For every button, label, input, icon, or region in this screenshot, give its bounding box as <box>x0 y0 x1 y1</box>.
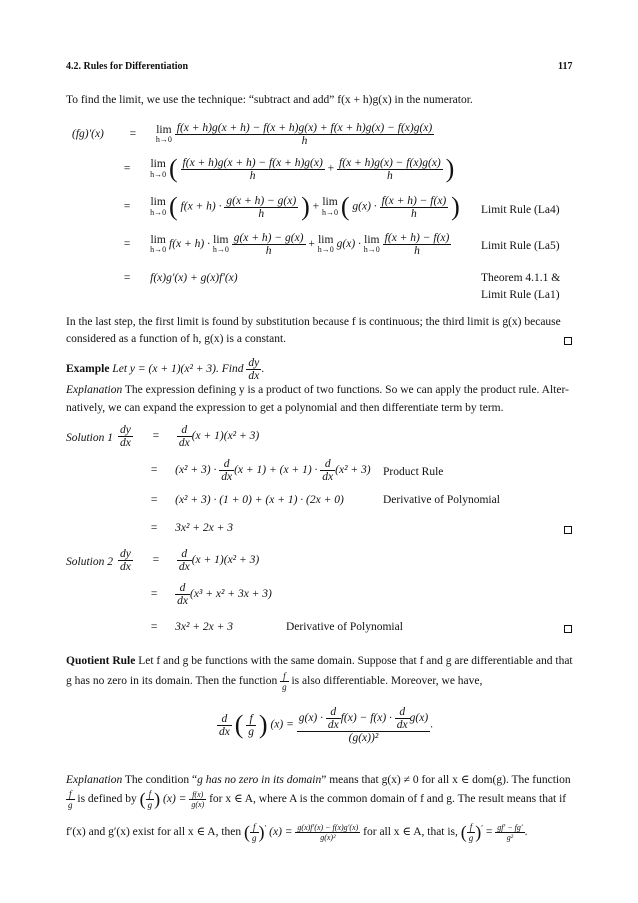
example-text: Let y = (x + 1)(x² + 3). Find <box>112 363 244 376</box>
limit-operator <box>150 235 166 255</box>
equals-sign: = <box>123 200 131 213</box>
denominator: dx <box>327 719 339 731</box>
numerator: d <box>177 424 192 437</box>
fraction <box>66 789 75 810</box>
equals-sign: = <box>150 621 158 633</box>
term: (x) = <box>269 826 293 839</box>
explanation-text: f′(x) and g′(x) exist for all x ∈ A, then <box>66 826 242 839</box>
denominator: h <box>411 207 417 220</box>
right-paren: ) <box>258 822 265 842</box>
solution-1-line-1 <box>118 424 259 449</box>
quotient-fraction <box>297 706 430 744</box>
term: (x) = <box>163 793 187 806</box>
denominator: dx <box>322 471 334 483</box>
numerator: d <box>175 582 190 595</box>
derivation-line-2: = lim h→0 ( $\frac{f(x + h)g(x + h) - f(x + h)g(x)}{h}$ + $\frac{f(x + h)g(x) - f(x)g(x)}{h}$ ) <box>123 154 455 183</box>
paragraph-line: natively, we can expand the expression to get a polynomial and then differentiate term by term. <box>66 402 504 414</box>
right-paren: ) <box>475 822 482 842</box>
prime-mark: ′ <box>264 823 267 833</box>
denominator: dx <box>219 725 230 738</box>
limit-operator <box>322 197 338 217</box>
numerator: f(x + h)g(x + h) − f(x + h)g(x) <box>182 156 323 169</box>
lim-subscript: h→0 <box>363 245 380 255</box>
left-paren: ( <box>169 192 178 221</box>
explanation-emphasis: g has no zero in its domain <box>197 774 322 786</box>
expression: (x + 1)(x² + 3) <box>191 430 260 443</box>
term: g(x) <box>409 712 429 725</box>
term: (x² + 3) <box>335 464 371 477</box>
equals-sign: = <box>152 554 160 567</box>
quotient-rule-formula: $\frac{d}{dx}$ ( $\frac{f}{g}$ ) (x) = g(x) · $\frac{d}{dx}$ f(x) − f(x) · $\frac{d}{dx}$ g(x) (g(x))² . <box>219 706 434 744</box>
numerator: f(x + h)g(x) − f(x)g(x) <box>339 156 441 169</box>
fraction <box>118 424 133 449</box>
numerator: d <box>219 458 234 471</box>
reason-product-rule: Product Rule <box>383 466 444 478</box>
explanation-label: Explanation <box>66 774 123 786</box>
denominator: g <box>252 833 257 843</box>
denominator: h <box>249 169 256 182</box>
fraction <box>246 713 256 738</box>
numerator: gf′ − fg′ <box>497 823 523 832</box>
term: g(x) · <box>352 200 377 213</box>
denominator: g(x) <box>191 800 205 809</box>
derivation-line-1 <box>72 122 434 147</box>
left-paren: ( <box>169 154 178 183</box>
paragraph-line: considered as a function of h, g(x) is a constant. <box>66 333 287 345</box>
fraction <box>280 671 289 692</box>
term: g(x) · <box>336 238 361 251</box>
limit-operator <box>364 235 380 255</box>
explanation-text: ” means that g(x) ≠ 0 for all x ∈ dom(g). The function <box>321 774 571 786</box>
fraction <box>232 232 306 257</box>
left-paren: ( <box>460 822 467 842</box>
reason-la5: Limit Rule (La5) <box>481 240 560 252</box>
fraction <box>224 195 298 220</box>
solution-2-line-1 <box>118 548 259 573</box>
lim-text: lim <box>318 233 334 246</box>
expression: (x³ + x² + 3x + 3) <box>189 588 272 601</box>
limit-operator <box>318 235 334 255</box>
denominator: dx <box>120 437 131 449</box>
equals-sign: = <box>123 162 131 175</box>
expression: 3x² + 2x + 3 <box>175 522 234 534</box>
fraction <box>295 823 360 842</box>
denominator: h <box>265 245 272 257</box>
numerator: f <box>280 671 289 682</box>
quotient-rule-text: is also differentiable. Moreover, we have, <box>291 675 483 688</box>
lim-text: lim <box>322 196 338 209</box>
numerator: f(x + h) − f(x) <box>381 194 447 207</box>
numerator: f <box>66 789 75 800</box>
denominator: g <box>468 833 474 843</box>
explanation-text: is defined by <box>77 793 137 806</box>
solution-1-line-3 <box>118 494 344 506</box>
numerator: d <box>177 548 192 561</box>
term: (x) = <box>270 718 294 731</box>
explanation-text: The expression defining y is a product of two functions. So we can apply the product rule. Alter- <box>124 384 569 396</box>
right-paren: ) <box>451 192 460 221</box>
quotient-rule-line-1 <box>66 655 573 667</box>
derivation-line-4: = lim h→0 f(x + h) · lim h→0 $\frac{g(x + h) - g(x)}{h}$ + lim h→0 g(x) · lim h→0 $\frac{f(x + h) - f(x)}{h}$ <box>123 232 450 257</box>
equals-sign: = <box>150 588 158 601</box>
equals-sign: = <box>123 272 131 284</box>
denominator: dx <box>177 595 188 607</box>
numerator: dy <box>120 424 131 436</box>
equals-sign: = <box>129 128 137 141</box>
denominator: h <box>387 169 393 182</box>
term: f(x + h) · <box>169 238 210 251</box>
expression: (x + 1)(x² + 3) <box>191 554 260 567</box>
numerator: g(x + h) − g(x) <box>226 194 297 207</box>
example-label: Example <box>66 363 110 376</box>
equals-sign: = <box>150 494 158 506</box>
fraction <box>175 582 190 607</box>
intro-text <box>66 94 473 106</box>
lim-subscript: h→0 <box>155 135 172 145</box>
numerator: f <box>250 822 259 833</box>
quotient-rule-text: Let f and g be functions with the same domain. Suppose that f and g are differentiable and that <box>138 655 573 667</box>
fraction <box>383 232 452 257</box>
lim-text: lim <box>156 123 172 136</box>
solution-1-line-2 <box>118 458 371 483</box>
running-header-section: 4.2. Rules for Differentiation <box>66 61 189 72</box>
fraction <box>395 706 410 731</box>
numerator: d <box>395 706 410 719</box>
explanation-text: for all x ∈ A, that is, <box>363 826 458 839</box>
term: f(x + h) · <box>180 200 222 213</box>
page-number: 117 <box>558 61 573 72</box>
fraction <box>495 823 524 842</box>
term: (x + 1) + (x + 1) · <box>234 464 318 477</box>
lim-subscript: h→0 <box>150 207 167 217</box>
limit-operator <box>156 125 172 145</box>
reason-theorem: Theorem 4.1.1 & <box>481 272 561 284</box>
lim-text: lim <box>364 233 380 246</box>
reason-la1: Limit Rule (La1) <box>481 289 560 301</box>
lim-subscript: h→0 <box>317 245 334 255</box>
numerator: d <box>217 713 232 726</box>
reason-la4: Limit Rule (La4) <box>481 204 560 216</box>
equals-sign: = <box>152 430 160 443</box>
term: (x² + 3) · <box>175 464 217 477</box>
lim-subscript: h→0 <box>212 245 229 255</box>
solution-1-label: Solution 1 <box>66 432 113 444</box>
paragraph-line <box>66 384 569 396</box>
numerator <box>297 706 430 732</box>
explanation-text: The condition “ <box>124 774 198 786</box>
term: g(x) · <box>298 712 323 725</box>
prime-mark: ′ <box>481 823 484 833</box>
lim-text: lim <box>150 196 166 209</box>
solution-2-label: Solution 2 <box>66 556 113 568</box>
denominator: g² <box>506 833 514 842</box>
derivation-line-5 <box>72 272 238 284</box>
fraction <box>118 548 133 573</box>
quotient-explanation-line-2 <box>66 789 566 810</box>
denominator: h <box>301 135 308 147</box>
equals-sign: = <box>150 464 158 477</box>
left-paren: ( <box>244 822 251 842</box>
lim-subscript: h→0 <box>322 207 338 217</box>
left-paren: ( <box>234 710 244 739</box>
left-paren: ( <box>139 789 146 809</box>
explanation-text: for x ∈ A, where A is the common domain of f and g. The result means that if <box>209 793 567 806</box>
quotient-explanation-line-3: f′(x) and g′(x) exist for all x ∈ A, then ( $\frac{f}{g}$ )′ (x) = $\frac{g(x)f'(x) - f(x)g'(x)}{\text{g(x)²}}$ for all x ∈ A, that is, ( $\frac{f}{g}$ )′ = $\frac{gf' - fg'}{\text{g²}}$ . <box>66 822 528 843</box>
fraction <box>177 548 192 573</box>
fraction <box>217 713 232 738</box>
right-paren: ) <box>154 789 161 809</box>
numerator: d <box>326 706 341 719</box>
qed-symbol <box>564 526 572 534</box>
fraction <box>337 157 443 182</box>
solution-2-line-2 <box>118 582 272 607</box>
expression: (x² + 3) · (1 + 0) + (x + 1) · (2x + 0) <box>175 494 344 506</box>
denominator: g(x)² <box>320 833 336 842</box>
fraction <box>177 424 192 449</box>
fraction <box>380 195 449 220</box>
equals-sign: = <box>123 238 131 251</box>
denominator: g <box>147 800 153 810</box>
numerator: f <box>467 822 476 833</box>
denominator: (g(x))² <box>348 732 379 744</box>
derivation-lhs: (fg)′(x) <box>72 128 104 141</box>
denominator: dx <box>178 437 190 449</box>
quotient-rule-line-2 <box>66 671 482 692</box>
left-paren: ( <box>340 192 350 221</box>
expression: 3x² + 2x + 3 <box>175 621 234 633</box>
quotient-rule-text: g has no zero in its domain. Then the function <box>66 675 278 688</box>
numerator: f <box>146 789 155 800</box>
numerator: d <box>320 458 335 471</box>
right-paren: ) <box>301 192 310 221</box>
denominator: dx <box>120 561 131 573</box>
quotient-rule-label: Quotient Rule <box>66 655 136 667</box>
numerator: dy <box>248 357 260 369</box>
denominator: dx <box>396 719 408 731</box>
intro-sentence: To find the limit, we use the technique: “subtract and add” f(x + h)g(x) in the numerator. <box>66 94 473 106</box>
reason-derivative-polynomial-2: Derivative of Polynomial <box>286 621 403 633</box>
fraction <box>181 157 325 182</box>
numerator: g(x)f′(x) − f(x)g′(x) <box>297 823 359 832</box>
denominator: h <box>414 245 420 257</box>
solution-2-line-3 <box>118 621 233 633</box>
numerator: dy <box>120 548 131 560</box>
limit-operator <box>150 197 166 217</box>
fraction <box>219 458 234 483</box>
lim-subscript: h→0 <box>150 169 167 179</box>
lim-text: lim <box>213 233 229 246</box>
numerator: g(x + h) − g(x) <box>233 232 304 244</box>
reason-derivative-polynomial: Derivative of Polynomial <box>383 494 500 506</box>
lim-text: lim <box>150 158 166 171</box>
fraction <box>189 790 206 809</box>
quotient-explanation-line-1 <box>66 772 571 786</box>
limit-operator <box>213 235 229 255</box>
lim-text: lim <box>150 233 166 246</box>
numerator: f(x + h) − f(x) <box>384 232 450 244</box>
derivation-line-3: = lim h→0 ( f(x + h) · $\frac{g(x + h) - g(x)}{h}$ ) + lim h→0 ( g(x) · $\frac{f(x + h) - f(x)}{h}$ ) <box>123 192 460 221</box>
fraction <box>246 357 261 382</box>
denominator: g <box>248 725 255 738</box>
denominator: dx <box>248 370 260 382</box>
fraction <box>250 822 259 843</box>
final-expression: f(x)g′(x) + g(x)f′(x) <box>150 272 238 284</box>
fraction <box>326 706 341 731</box>
qed-symbol <box>564 337 572 345</box>
fraction <box>320 458 335 483</box>
qed-symbol <box>564 625 572 633</box>
denominator: dx <box>178 561 190 573</box>
numerator: f <box>246 713 256 726</box>
explanation-label: Explanation <box>66 384 123 396</box>
right-paren: ) <box>258 710 268 739</box>
denominator: g <box>282 682 287 692</box>
right-paren: ) <box>445 154 455 183</box>
paragraph-line: In the last step, the first limit is found by substitution because f is continuous; the third limit is g(x) because <box>66 316 561 328</box>
fraction <box>146 789 155 810</box>
lim-subscript: h→0 <box>150 245 167 255</box>
denominator: g <box>68 800 73 810</box>
denominator: h <box>258 207 265 220</box>
numerator: f(x) <box>189 790 206 800</box>
term: f(x) − f(x) · <box>340 712 392 725</box>
fraction <box>175 122 434 147</box>
equals-sign: = <box>485 826 493 839</box>
equals-sign: = <box>150 522 158 534</box>
limit-operator <box>150 159 166 179</box>
solution-1-line-4 <box>118 522 233 534</box>
numerator: f(x + h)g(x + h) − f(x + h)g(x) + f(x + h)g(x) − f(x)g(x) <box>176 122 433 134</box>
denominator: dx <box>221 471 233 483</box>
example-statement: Example Let y = (x + 1)(x² + 3). Find $\frac{dy}{dx}$ . <box>66 357 265 382</box>
